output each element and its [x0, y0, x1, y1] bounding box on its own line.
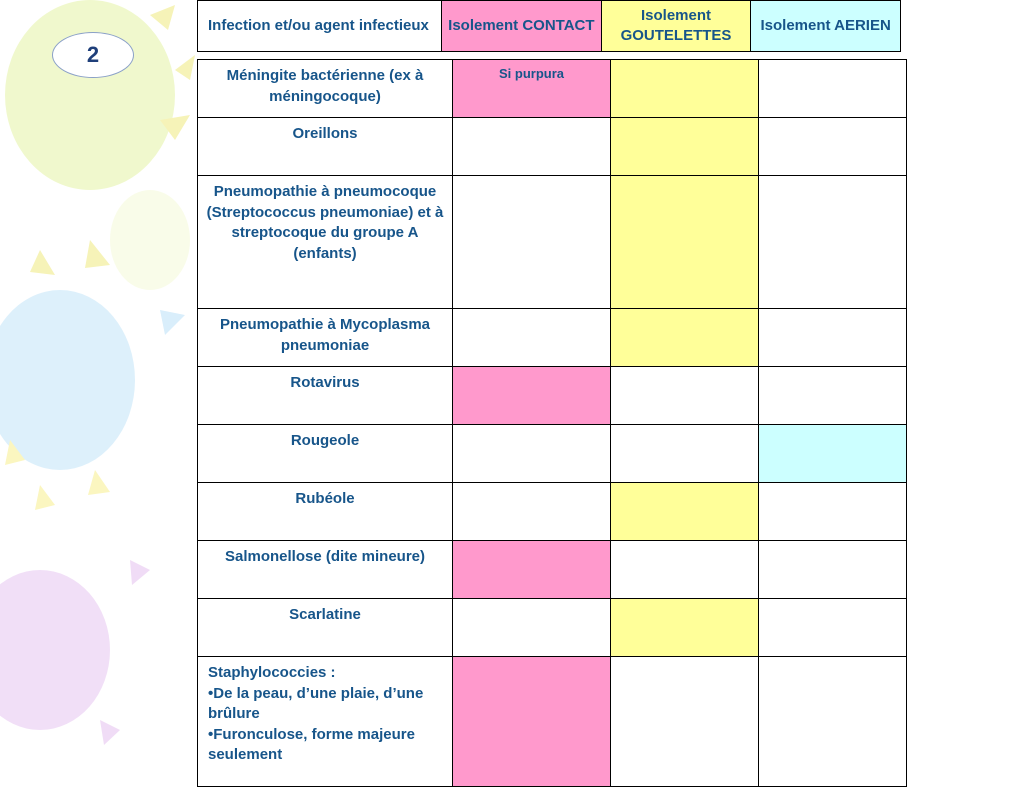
table-row	[198, 60, 907, 118]
table-row	[198, 657, 907, 787]
header-infection: Infection et/ou agent infectieux	[198, 1, 442, 52]
infection-cell: Rotavirus	[198, 367, 453, 425]
infection-cell: Méningite bactérienne (ex à méningocoque)	[198, 60, 453, 118]
aerien-cell	[759, 176, 907, 309]
goutelettes-cell	[611, 425, 759, 483]
goutelettes-cell	[611, 657, 759, 787]
infection-cell: Rougeole	[198, 425, 453, 483]
slide-number-badge: 2	[52, 32, 134, 78]
contact-cell	[453, 657, 611, 787]
aerien-cell	[759, 425, 907, 483]
aerien-cell	[759, 483, 907, 541]
infection-cell: Scarlatine	[198, 599, 453, 657]
aerien-cell	[759, 657, 907, 787]
goutelettes-cell	[611, 483, 759, 541]
infection-cell: Staphylococcies : •De la peau, d’une plaie, d’une brûlure •Furonculose, forme majeure seulement	[198, 657, 453, 787]
aerien-cell	[759, 599, 907, 657]
header-contact: Isolement CONTACT	[442, 1, 602, 52]
goutelettes-cell	[611, 176, 759, 309]
aerien-cell	[759, 367, 907, 425]
infection-cell: Salmonellose (dite mineure)	[198, 541, 453, 599]
table-row	[198, 118, 907, 176]
table-row	[198, 367, 907, 425]
goutelettes-cell	[611, 367, 759, 425]
isolation-table	[197, 59, 907, 787]
header-aerien: Isolement AERIEN	[751, 1, 901, 52]
aerien-cell	[759, 541, 907, 599]
table-row	[198, 309, 907, 367]
infection-cell: Rubéole	[198, 483, 453, 541]
table-row	[198, 483, 907, 541]
table-row	[198, 176, 907, 309]
contact-cell	[453, 118, 611, 176]
goutelettes-cell	[611, 541, 759, 599]
infection-cell: Pneumopathie à pneumocoque (Streptococcus pneumoniae) et à streptocoque du groupe A (enfants)	[198, 176, 453, 309]
contact-cell	[453, 483, 611, 541]
contact-cell	[453, 425, 611, 483]
header-goutelettes: Isolement GOUTELETTES	[601, 1, 751, 52]
aerien-cell	[759, 309, 907, 367]
goutelettes-cell	[611, 599, 759, 657]
contact-cell	[453, 367, 611, 425]
goutelettes-cell	[611, 118, 759, 176]
infection-cell: Pneumopathie à Mycoplasma pneumoniae	[198, 309, 453, 367]
table-row	[198, 541, 907, 599]
contact-cell	[453, 309, 611, 367]
goutelettes-cell	[611, 60, 759, 118]
infection-cell: Oreillons	[198, 118, 453, 176]
aerien-cell	[759, 60, 907, 118]
table-row	[198, 599, 907, 657]
contact-cell	[453, 599, 611, 657]
goutelettes-cell	[611, 309, 759, 367]
header-table	[197, 0, 901, 52]
contact-cell	[453, 541, 611, 599]
table-row	[198, 425, 907, 483]
aerien-cell	[759, 118, 907, 176]
contact-cell: Si purpura	[453, 60, 611, 118]
contact-cell	[453, 176, 611, 309]
